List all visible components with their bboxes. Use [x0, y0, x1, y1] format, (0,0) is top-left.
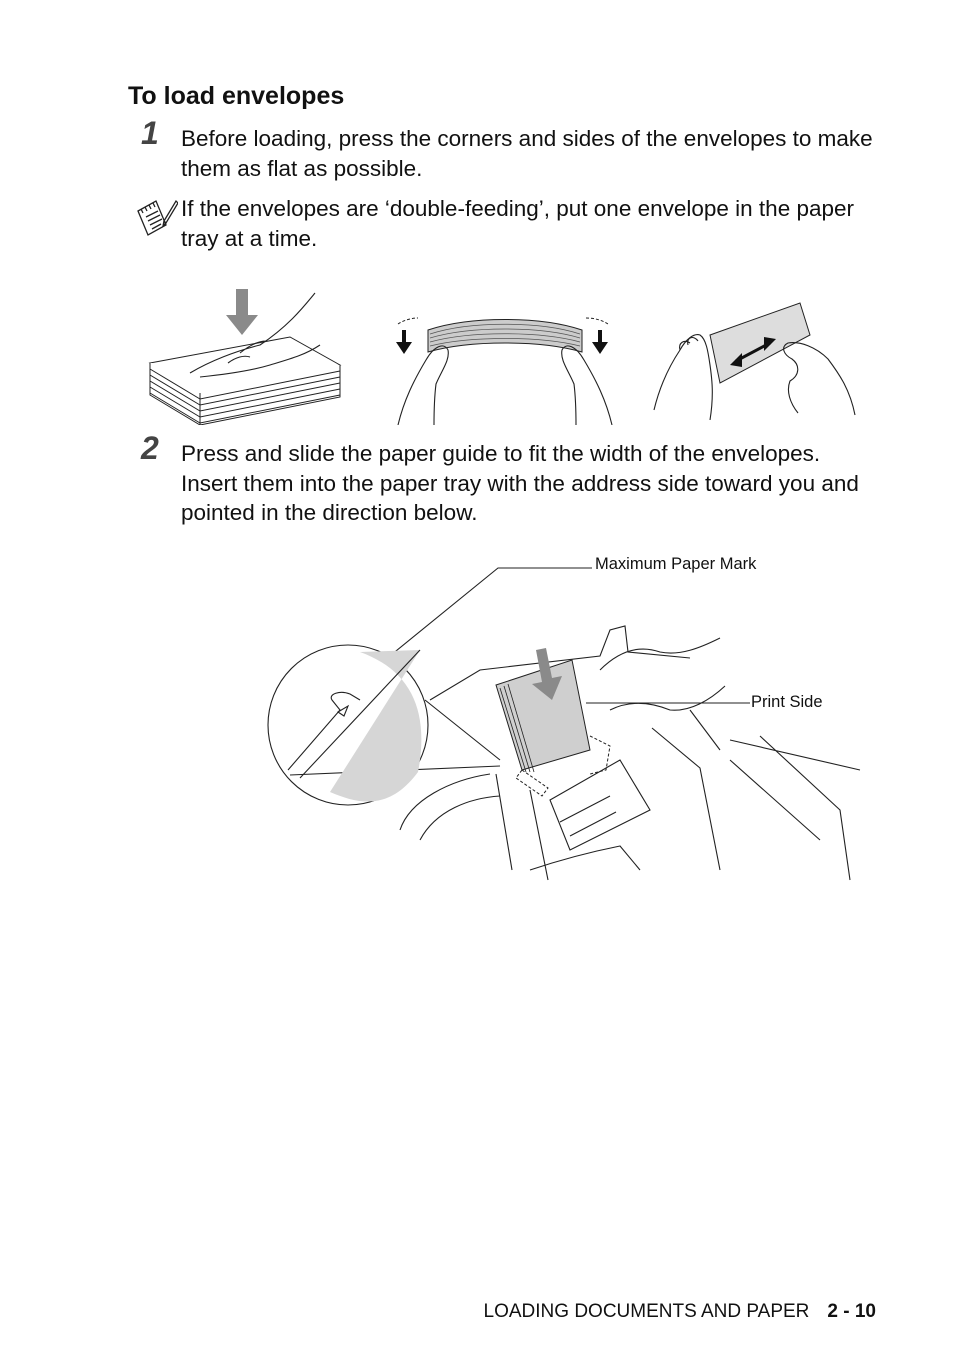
section-heading: To load envelopes — [128, 82, 345, 110]
press-envelope-edges-illustration — [650, 295, 860, 420]
step-1-text: Before loading, press the corners and sides of the envelopes to make them as flat as possible. — [181, 126, 873, 181]
flex-envelopes-illustration — [390, 290, 620, 425]
note-text: If the envelopes are ‘double-feeding’, put one envelope in the paper tray at a time. — [181, 196, 855, 251]
step-2-number: 2 — [141, 430, 159, 466]
footer-section-label: LOADING DOCUMENTS AND PAPER — [483, 1301, 810, 1322]
step-2-text: Press and slide the paper guide to fit the width of the envelopes. Insert them into the paper tray with the address side toward you and pointed in the direction below. — [181, 441, 859, 525]
callout-maximum-paper-mark: Maximum Paper Mark — [595, 555, 757, 573]
flatten-envelopes-illustration — [140, 285, 350, 425]
step-1-number: 1 — [141, 115, 159, 151]
paper-tray-illustration — [260, 560, 880, 890]
note-pad-icon — [134, 197, 178, 241]
footer-page-number: 2 - 10 — [827, 1301, 876, 1322]
callout-print-side: Print Side — [751, 693, 823, 711]
page-footer — [484, 1301, 876, 1323]
